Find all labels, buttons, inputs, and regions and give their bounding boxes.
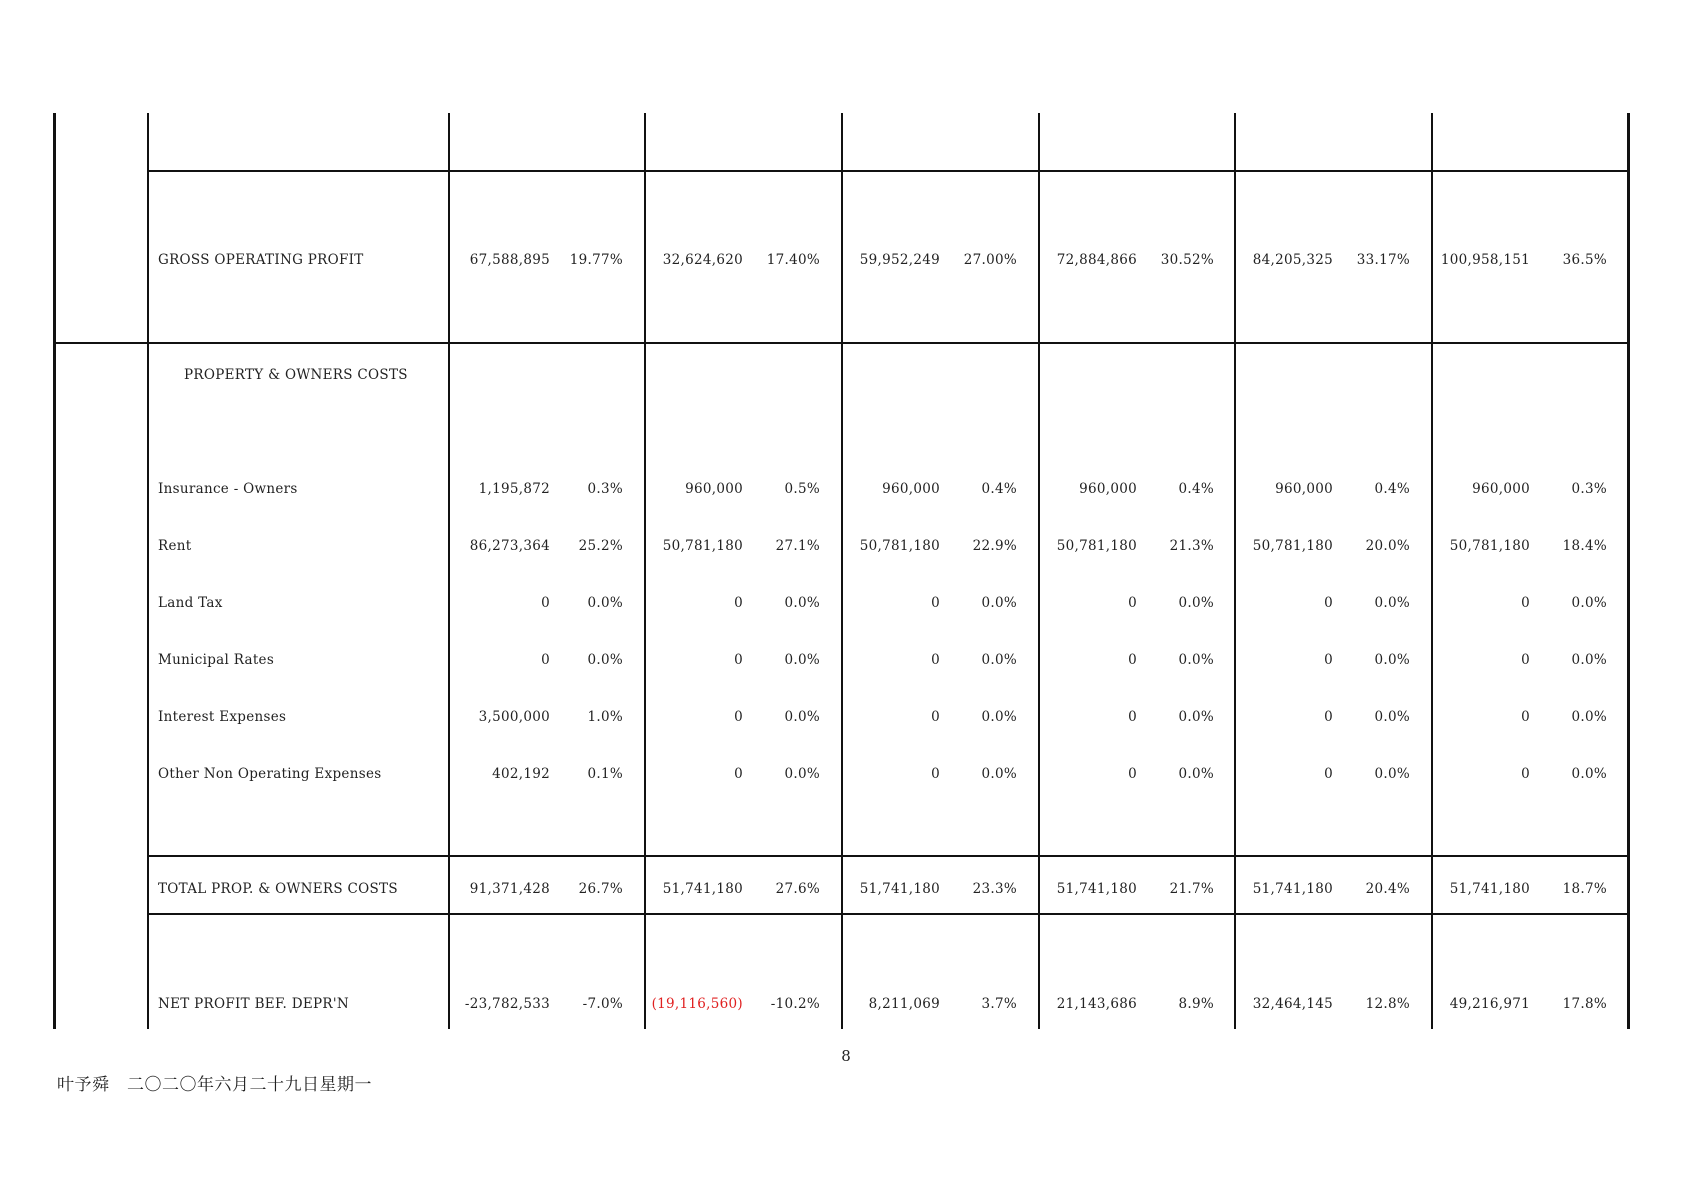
cell-percent: 0.0% [1571, 652, 1607, 668]
cell-percent: 0.5% [784, 481, 820, 497]
cell-value: 91,371,428 [469, 881, 550, 897]
cell-value: 59,952,249 [859, 252, 940, 268]
row-label-municipal-rates: Municipal Rates [158, 652, 275, 668]
cell-value: 0 [1324, 766, 1333, 782]
cell-value: 1,195,872 [478, 481, 550, 497]
cell-value: 0 [734, 709, 743, 725]
cell-value: 0 [1128, 766, 1137, 782]
cell-value: 0 [734, 652, 743, 668]
cell-value: 72,884,866 [1056, 252, 1137, 268]
row-label-total-prop-owners-costs: TOTAL PROP. & OWNERS COSTS [158, 881, 398, 897]
cell-percent: 0.0% [784, 652, 820, 668]
cell-percent: -7.0% [582, 996, 623, 1012]
cell-value: 960,000 [882, 481, 940, 497]
cell-percent: 0.0% [1374, 595, 1410, 611]
cell-value: 0 [1324, 709, 1333, 725]
row-divider [147, 170, 1629, 172]
cell-percent: 0.0% [587, 652, 623, 668]
cell-percent: 0.4% [1178, 481, 1214, 497]
cell-percent: 0.0% [981, 652, 1017, 668]
cell-value: 3,500,000 [478, 709, 550, 725]
cell-percent: 0.0% [784, 709, 820, 725]
cell-value: (19,116,560) [651, 996, 743, 1012]
cell-value: 0 [1521, 595, 1530, 611]
cell-percent: 18.7% [1562, 881, 1607, 897]
cell-percent: 27.00% [963, 252, 1017, 268]
cell-percent: 0.0% [1178, 766, 1214, 782]
cell-value: 0 [541, 595, 550, 611]
cell-percent: 26.7% [578, 881, 623, 897]
section-heading-property-owners-costs: PROPERTY & OWNERS COSTS [184, 367, 408, 383]
cell-value: 960,000 [685, 481, 743, 497]
cell-value: 0 [1521, 652, 1530, 668]
row-label-net-profit-bef-deprn: NET PROFIT BEF. DEPR'N [158, 996, 349, 1012]
cell-value: 0 [541, 652, 550, 668]
cell-value: -23,782,533 [464, 996, 550, 1012]
cell-percent: 12.8% [1365, 996, 1410, 1012]
cell-percent: 22.9% [972, 538, 1017, 554]
cell-value: 0 [734, 766, 743, 782]
cell-value: 0 [931, 709, 940, 725]
cell-value: 84,205,325 [1252, 252, 1333, 268]
cell-value: 960,000 [1275, 481, 1333, 497]
cell-value: 51,741,180 [1449, 881, 1530, 897]
cell-value: 0 [931, 595, 940, 611]
cell-value: 0 [931, 652, 940, 668]
cell-percent: 0.0% [981, 709, 1017, 725]
cell-value: 0 [1128, 595, 1137, 611]
row-label-other-non-operating-expenses: Other Non Operating Expenses [158, 766, 382, 782]
cell-percent: 0.4% [981, 481, 1017, 497]
cell-value: 402,192 [492, 766, 550, 782]
cell-value: 51,741,180 [1056, 881, 1137, 897]
cell-value: 0 [1324, 652, 1333, 668]
cell-value: 0 [1128, 709, 1137, 725]
cell-percent: 0.3% [587, 481, 623, 497]
cell-percent: 33.17% [1356, 252, 1410, 268]
row-label-insurance-owners: Insurance - Owners [158, 481, 298, 497]
cell-percent: 8.9% [1178, 996, 1214, 1012]
cell-percent: 23.3% [972, 881, 1017, 897]
cell-percent: 0.0% [784, 595, 820, 611]
cell-percent: 0.0% [1178, 595, 1214, 611]
footer-author-date: 叶予舜 二〇二〇年六月二十九日星期一 [57, 1075, 372, 1095]
cell-percent: 0.0% [1571, 709, 1607, 725]
cell-percent: 25.2% [578, 538, 623, 554]
cell-percent: 0.1% [587, 766, 623, 782]
cell-value: 0 [734, 595, 743, 611]
table-right-border [1627, 113, 1630, 1029]
cell-value: 51,741,180 [1252, 881, 1333, 897]
cell-percent: 0.0% [784, 766, 820, 782]
cell-value: 32,464,145 [1252, 996, 1333, 1012]
page-number: 8 [841, 1047, 851, 1065]
cell-value: 0 [1324, 595, 1333, 611]
cell-value: 960,000 [1079, 481, 1137, 497]
cell-percent: 0.0% [1374, 652, 1410, 668]
cell-percent: 3.7% [981, 996, 1017, 1012]
cell-percent: 1.0% [587, 709, 623, 725]
cell-percent: 18.4% [1562, 538, 1607, 554]
cell-value: 0 [931, 766, 940, 782]
cell-percent: 0.0% [1571, 766, 1607, 782]
cell-value: 86,273,364 [469, 538, 550, 554]
cell-value: 0 [1521, 709, 1530, 725]
row-divider [147, 913, 1629, 915]
cell-value: 51,741,180 [859, 881, 940, 897]
cell-value: 50,781,180 [1056, 538, 1137, 554]
cell-percent: 20.0% [1365, 538, 1410, 554]
column-divider [147, 113, 149, 1029]
cell-percent: 0.0% [1374, 766, 1410, 782]
cell-value: 960,000 [1472, 481, 1530, 497]
table-left-border [53, 113, 56, 1029]
cell-value: 32,624,620 [662, 252, 743, 268]
cell-percent: 20.4% [1365, 881, 1410, 897]
cell-percent: 17.8% [1562, 996, 1607, 1012]
cell-percent: 27.6% [775, 881, 820, 897]
cell-percent: 0.0% [1374, 709, 1410, 725]
cell-percent: 0.0% [981, 595, 1017, 611]
row-divider [147, 855, 1629, 857]
cell-percent: 19.77% [569, 252, 623, 268]
cell-value: 0 [1521, 766, 1530, 782]
cell-percent: 27.1% [775, 538, 820, 554]
cell-percent: 0.0% [587, 595, 623, 611]
cell-value: 49,216,971 [1449, 996, 1530, 1012]
cell-percent: 0.0% [1178, 709, 1214, 725]
section-divider [53, 342, 1629, 344]
cell-value: 21,143,686 [1056, 996, 1137, 1012]
cell-value: 100,958,151 [1440, 252, 1530, 268]
row-label-gross-operating-profit: GROSS OPERATING PROFIT [158, 252, 364, 268]
cell-percent: 36.5% [1562, 252, 1607, 268]
cell-percent: 0.0% [1178, 652, 1214, 668]
cell-percent: 30.52% [1160, 252, 1214, 268]
cell-percent: 0.3% [1571, 481, 1607, 497]
cell-percent: 21.7% [1169, 881, 1214, 897]
cell-percent: 0.0% [1571, 595, 1607, 611]
cell-value: 50,781,180 [859, 538, 940, 554]
cell-percent: 17.40% [766, 252, 820, 268]
cell-value: 50,781,180 [1252, 538, 1333, 554]
cell-value: 51,741,180 [662, 881, 743, 897]
cell-value: 50,781,180 [1449, 538, 1530, 554]
cell-value: 8,211,069 [868, 996, 940, 1012]
cell-value: 50,781,180 [662, 538, 743, 554]
row-label-interest-expenses: Interest Expenses [158, 709, 287, 725]
cell-value: 0 [1128, 652, 1137, 668]
cell-percent: 0.0% [981, 766, 1017, 782]
cell-percent: 21.3% [1169, 538, 1214, 554]
cell-percent: 0.4% [1374, 481, 1410, 497]
row-label-rent: Rent [158, 538, 192, 554]
row-label-land-tax: Land Tax [158, 595, 223, 611]
cell-percent: -10.2% [770, 996, 820, 1012]
cell-value: 67,588,895 [469, 252, 550, 268]
